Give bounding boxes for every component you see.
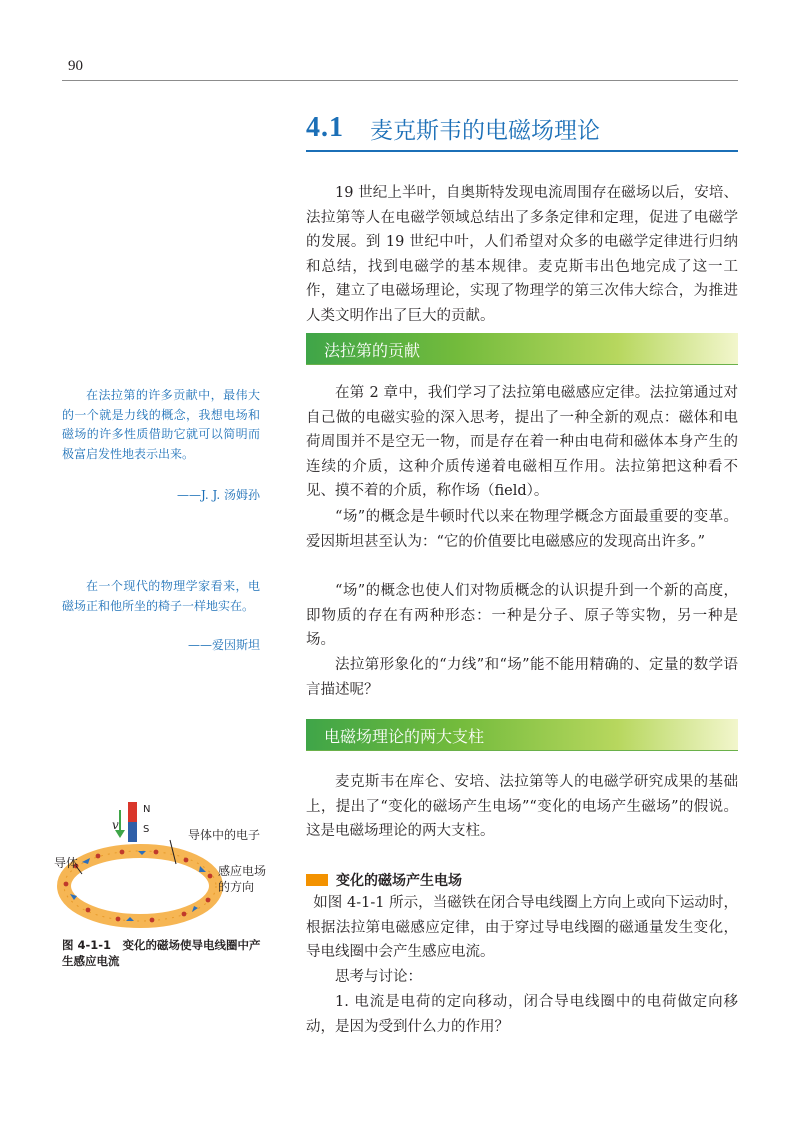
- intro-paragraph: 19 世纪上半叶，自奥斯特发现电流周围存在磁场以后，安培、法拉第等人在电磁学领域总结出了多条定律和定理，促进了电磁学的发展。到 19 世纪中叶，人们希望对众多的电磁学定律进行归纳和总结，找到电磁学的基本规律。麦克斯韦出色地完成了这一工作，建立了电磁场理论，实现了物理学的第三次伟大综合，为推进人类文明作出了巨大的贡献。: [306, 185, 738, 324]
- pillars-paragraph-2: 如图 4-1-1 所示，当磁铁在闭合导电线圈上方向上或向下运动时，根据法拉第电磁感应定律，由于穿过导电线圈的磁通量发生变化，导电线圈中会产生感应电流。: [306, 895, 738, 961]
- subheading-text: 变化的磁场产生电场: [336, 873, 462, 889]
- pillars-heading-bar: [306, 719, 738, 750]
- figure-caption: 图 4-1-1 变化的磁场使导电线圈中产生感应电流: [62, 938, 261, 968]
- bar-magnet: [128, 802, 137, 842]
- magnet-south-pole: [128, 822, 137, 842]
- faraday-paragraph-4: 法拉第形象化的“力线”和“场”能不能用精确的、定量的数学语言描述呢？: [306, 657, 738, 698]
- faraday-heading: 法拉第的贡献: [324, 341, 421, 360]
- faraday-paragraph-2: “场”的概念是牛顿时代以来在物理学概念方面最重要的变革。爱因斯坦甚至认为：“它的价值要比电磁感应的发现高出许多。”: [306, 509, 738, 550]
- subheading: [306, 870, 462, 890]
- section-number: 4.1: [306, 112, 344, 143]
- pillars-heading-rule: [306, 750, 738, 751]
- magnet-north-pole: [128, 802, 137, 822]
- sidebar-quote-thomson: 在法拉第的许多贡献中，最伟大的一个就是力线的概念，我想电场和磁场的许多性质借助它就可以简明而极富启发性地表示出来。: [62, 388, 260, 461]
- think-discuss-label: 思考与讨论：: [335, 969, 422, 985]
- magnet-n-label: N: [143, 804, 151, 815]
- faraday-heading-bar: [306, 333, 738, 364]
- faraday-paragraph-1: 在第 2 章中，我们学习了法拉第电磁感应定律。法拉第通过对自己做的电磁实验的深入思考，提出了一种全新的观点：磁体和电荷周围并不是空无一物，而是存在着一种由电荷和磁体本身产生的连续的介质，这种介质传递着电磁相互作用。法拉第把这种看不见、摸不着的介质，称作场（field）。: [306, 385, 738, 500]
- subheading-marker: [306, 874, 328, 886]
- title-rule: [306, 150, 738, 152]
- section-title: [306, 108, 600, 148]
- field-direction-label-1: 感应电场: [218, 864, 267, 878]
- faraday-heading-rule: [306, 364, 738, 365]
- sidebar-quote-einstein: 在一个现代的物理学家看来，电磁场正和他所坐的椅子一样地实在。: [62, 579, 260, 613]
- field-direction-label-2: 的方向: [218, 880, 255, 894]
- section-heading: 麦克斯韦的电磁场理论: [370, 117, 600, 144]
- faraday-paragraph-3: “场”的概念也使人们对物质概念的认识提升到一个新的高度，即物质的存在有两种形态：一种是分子、原子等实物，另一种是场。: [306, 583, 738, 649]
- sidebar-author-thomson: ——J. J. 汤姆孙: [176, 488, 260, 502]
- conductor-label: 导体: [54, 856, 79, 870]
- page-number: 90: [68, 58, 83, 74]
- sidebar-author-einstein: ——爱因斯坦: [187, 638, 260, 652]
- pillars-paragraph-1: 麦克斯韦在库仑、安培、法拉第等人的电磁学研究成果的基础上，提出了“变化的磁场产生电场”“变化的电场产生磁场”的假说。这是电磁场理论的两大支柱。: [306, 774, 738, 840]
- question-1: 1. 电流是电荷的定向移动，闭合导电线圈中的电荷做定向移动，是因为受到什么力的作用？: [306, 994, 738, 1035]
- figure-4-1-1: [52, 800, 282, 940]
- electron-label: 导体中的电子: [188, 828, 261, 842]
- magnet-s-label: S: [143, 824, 150, 835]
- velocity-label: v: [112, 818, 119, 832]
- header-rule: [62, 80, 738, 81]
- pillars-heading: 电磁场理论的两大支柱: [324, 727, 485, 746]
